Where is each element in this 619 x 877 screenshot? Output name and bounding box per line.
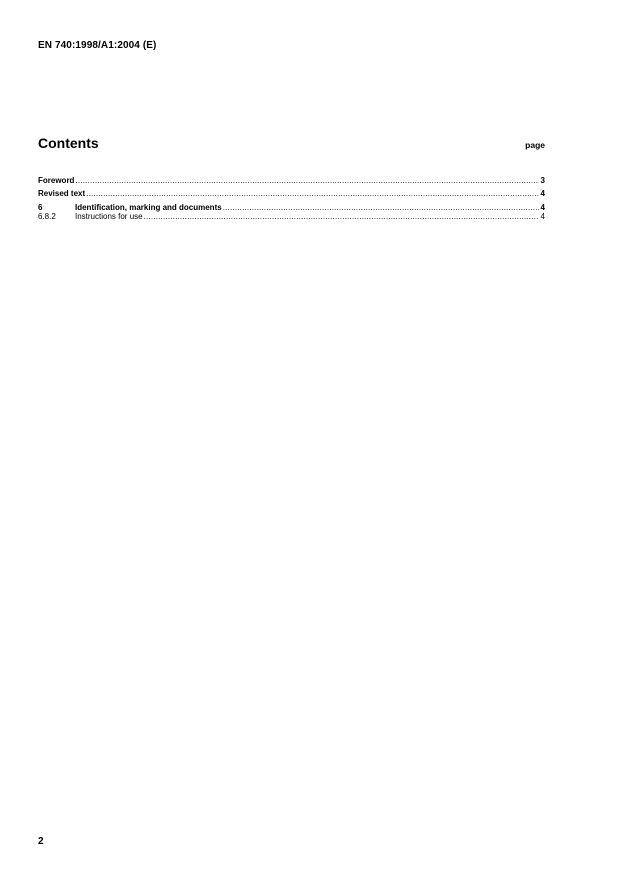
toc-entry-page: 4 xyxy=(540,212,545,221)
toc-entry-number: 6.8.2 xyxy=(38,212,56,221)
toc-entry-page: 4 xyxy=(540,189,545,198)
toc-entry-section-6-8-2[interactable] xyxy=(38,212,545,221)
toc-dot-leader xyxy=(75,176,538,185)
toc-entry-title: Revised text xyxy=(38,189,86,198)
contents-title: Contents xyxy=(38,135,99,151)
toc-dot-leader xyxy=(86,189,538,198)
toc-entry-number: 6 xyxy=(38,203,43,212)
page-number: 2 xyxy=(38,836,44,847)
toc-entry-page: 3 xyxy=(540,176,545,185)
document-identifier: EN 740:1998/A1:2004 (E) xyxy=(38,40,157,51)
toc-entry-section-6[interactable] xyxy=(38,203,545,212)
page-column-label: page xyxy=(525,140,545,150)
toc-entry-title: Foreword xyxy=(38,176,75,185)
toc-dot-leader xyxy=(223,203,539,212)
table-of-contents xyxy=(38,176,545,221)
toc-entry-title: Identification, marking and documents xyxy=(75,203,222,212)
toc-entry-foreword[interactable] xyxy=(38,176,545,185)
toc-entry-revised-text[interactable] xyxy=(38,189,545,198)
toc-entry-title: Instructions for use xyxy=(75,212,143,221)
toc-dot-leader xyxy=(144,212,539,221)
toc-entry-page: 4 xyxy=(540,203,545,212)
contents-header xyxy=(38,135,545,155)
